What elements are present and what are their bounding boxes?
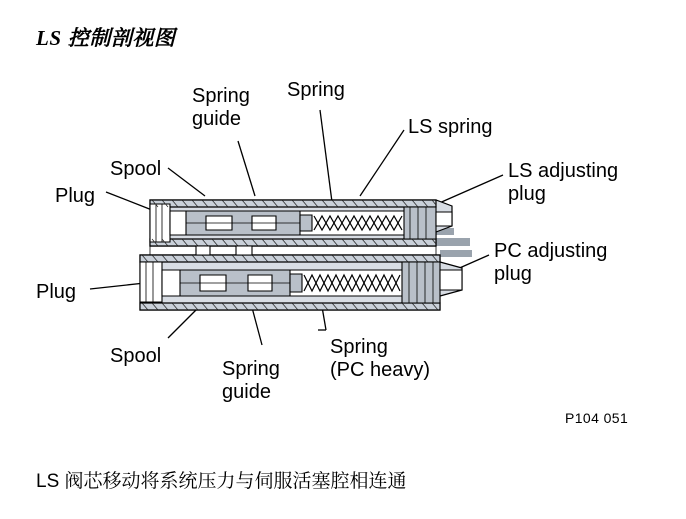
label-spring-guide-top: Spring guide xyxy=(192,85,250,130)
label-spool-top: Spool xyxy=(110,158,162,180)
label-spring-top: Spring xyxy=(287,79,345,101)
label-pc-adjusting-plug: PC adjusting plug xyxy=(494,240,608,285)
valve-body xyxy=(140,200,472,310)
figure-caption: LS 阀芯移动将系统压力与伺服活塞腔相连通 xyxy=(36,471,407,492)
label-ls-spring: LS spring xyxy=(408,116,493,138)
figure-reference: P104 051 xyxy=(565,410,629,426)
label-spring-pc-heavy: Spring (PC heavy) xyxy=(330,336,431,381)
page-title-prefix: LS xyxy=(36,26,62,50)
page-title-text: 控制剖视图 xyxy=(67,27,176,50)
label-spring-guide-bottom: Spring guide xyxy=(222,358,280,403)
label-ls-adjusting-plug: LS adjusting plug xyxy=(508,160,619,205)
label-spool-bottom: Spool xyxy=(110,345,162,367)
label-plug-top: Plug xyxy=(55,185,96,207)
label-plug-bottom: Plug xyxy=(36,281,77,303)
